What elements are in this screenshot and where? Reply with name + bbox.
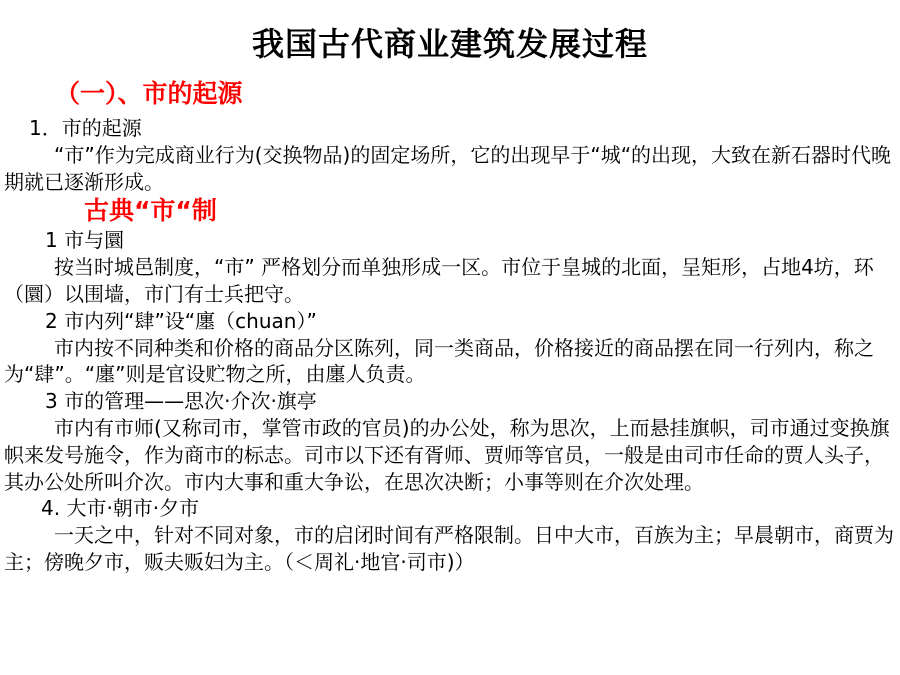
classic-item-2-body: 市内按不同种类和价格的商品分区陈列，同一类商品，价格接近的商品摆在同一行列内，称之为“肆”。“廛”则是官设贮物之所，由廛人负责。 [4, 335, 874, 387]
origin-paragraph: “市”作为完成商业行为(交换物品)的固定场所，它的出现早于“城“的出现，大致在新石器时代晚期就已逐渐形成。 [4, 142, 892, 194]
classic-item-4-body: 一天之中，针对不同对象，市的启闭时间有严格限制。日中大市，百族为主；早晨朝市，商贾为主；傍晚夕市，贩夫贩妇为主。（＜周礼·地官·司市)） [4, 523, 894, 574]
slide-body [0, 115, 900, 576]
classic-item-1-body: 按当时城邑制度，“市” 严格划分而单独形成一区。市位于皇城的北面，呈矩形，占地4坊，环（圜）以围墙，市门有士兵把守。 [4, 255, 874, 306]
classic-item-3-body: 市内有市师(又称司市，掌管市政的官员)的办公处，称为思次，上而悬挂旗帜，司市通过变换旗帜来发号施令，作为商市的标志。司市以下还有胥师、贾师等官员，一般是由司市任命的贾人头子，其办公处所叫介次。市内大事和重大争讼，在思次决断；小事等则在介次处理。 [4, 415, 890, 494]
section-heading-classic-market: 古典“市“制 [84, 196, 217, 226]
section-heading-origin: （一）、市的起源 [55, 79, 243, 108]
classic-item-1-label: 1 市与圜 [45, 228, 125, 253]
origin-item-label: 1．市的起源 [29, 116, 142, 140]
classic-item-2-label: 2 市内列“肆”设“廛（chuan）” [45, 308, 317, 333]
classic-item-4-label: 4. 大市·朝市·夕市 [41, 496, 200, 521]
slide-title: 我国古代商业建筑发展过程 [251, 25, 648, 63]
classic-item-3-label: 3 市的管理——思次·介次·旗亭 [45, 389, 317, 414]
